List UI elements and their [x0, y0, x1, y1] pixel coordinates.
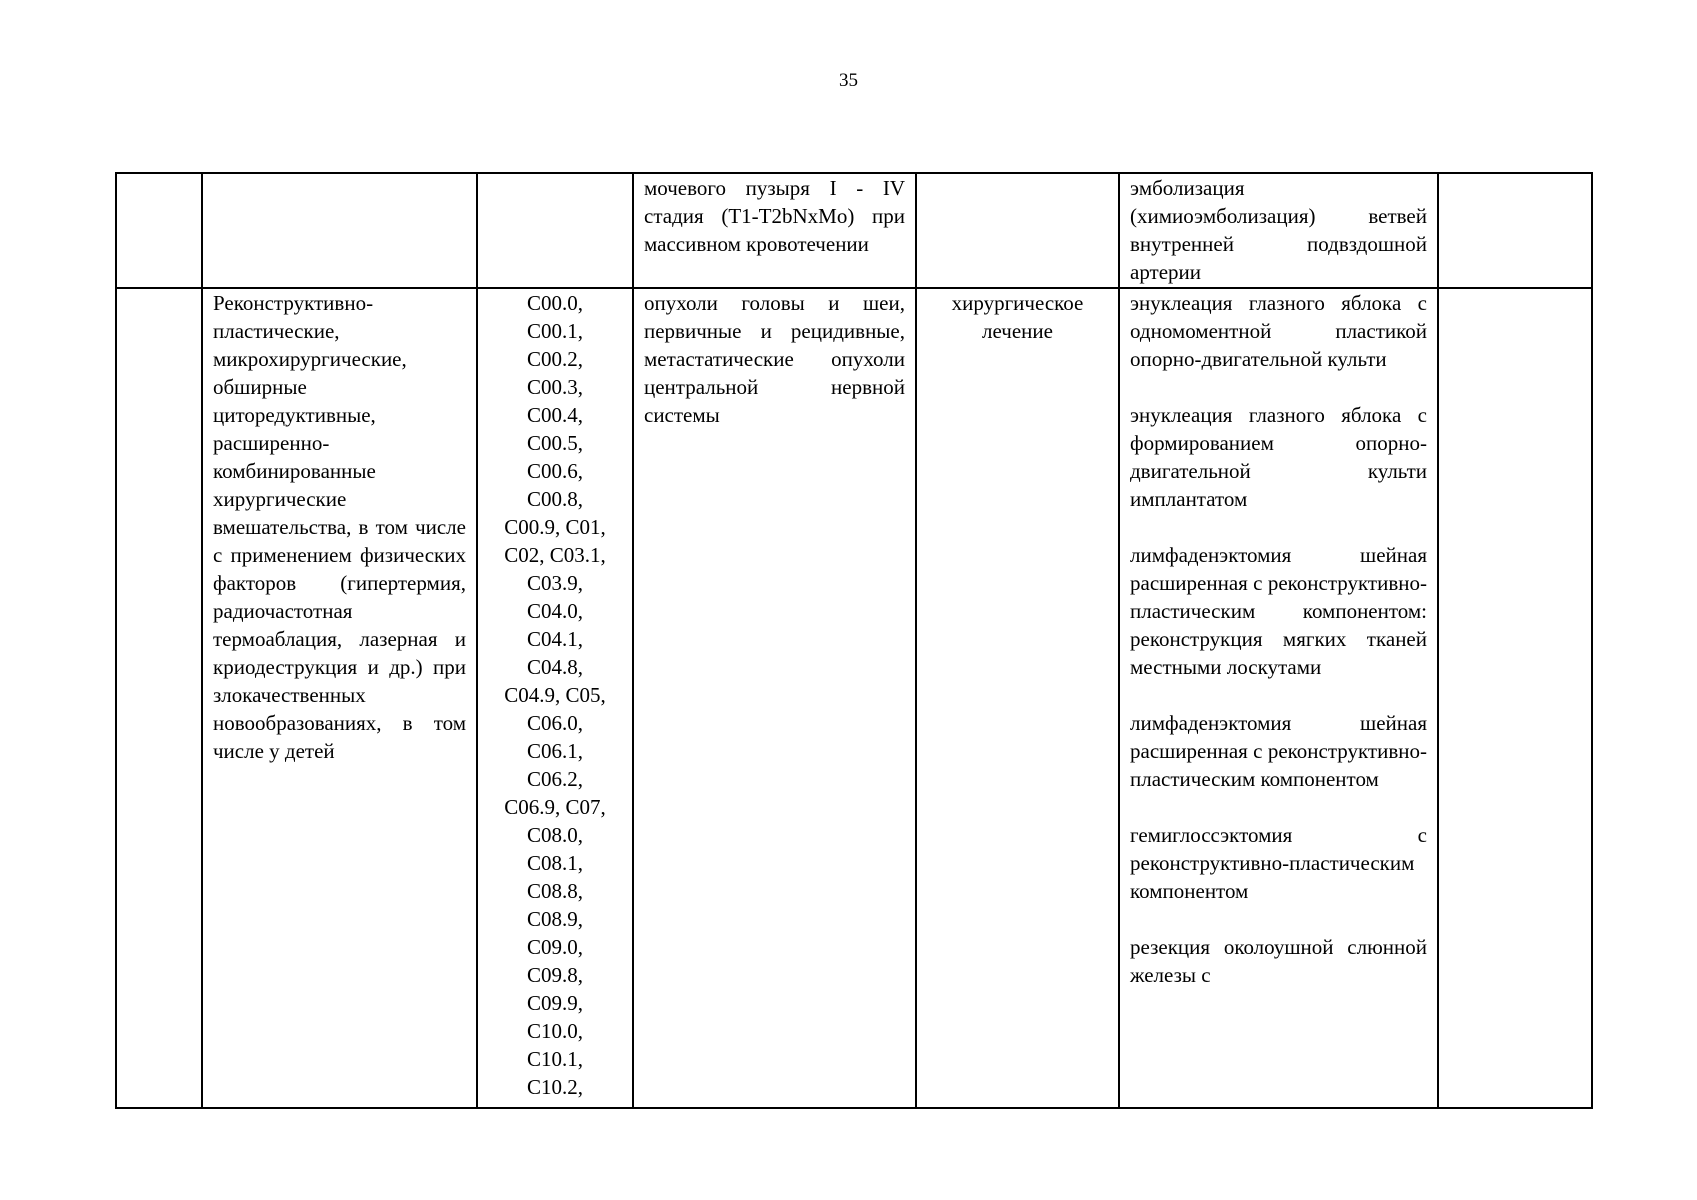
- icd-code: C09.9,: [526, 991, 583, 1015]
- icd-code: C00.0,: [526, 291, 583, 315]
- table-row: [116, 173, 1592, 288]
- icd-code: C08.9,: [526, 907, 583, 931]
- cell-care-type: Реконструктивно-пластические, микрохирургические, обширные циторедуктивные, расширенно-комбинированные хирургические вмешательства, в том числе с применением физических факторов (гипертермия, радиочастотная термоаблация, лазерная и криодеструкция и др.) при злокачественных новообразованиях, в том числе у детей: [202, 288, 477, 1108]
- method-item: энуклеация глазного яблока с одномоментной пластикой опорно-двигательной культи: [1130, 291, 1427, 371]
- cell-patient-model: мочевого пузыря I - IV стадия (T1-T2bNxMo) при массивном кровотечении: [633, 173, 916, 288]
- icd-code: C09.8,: [526, 963, 583, 987]
- icd-code: C00.5,: [526, 431, 583, 455]
- icd-code: C06.0,: [526, 711, 583, 735]
- cell-cost: [1438, 288, 1592, 1108]
- icd-code: C08.8,: [526, 879, 583, 903]
- icd-code: C00.9, C01,: [504, 515, 606, 539]
- icd-code: C10.1,: [526, 1047, 583, 1071]
- cell-icd-codes: [477, 288, 633, 1108]
- cell-patient-model: опухоли головы и шеи, первичные и рецидивные, метастатические опухоли центральной нервной системы: [633, 288, 916, 1108]
- cell-treatment-method: [1119, 288, 1438, 1108]
- icd-code: C00.2,: [526, 347, 583, 371]
- icd-code: C06.9, C07,: [504, 795, 606, 819]
- cell-icd-codes: [477, 173, 633, 288]
- icd-code: C06.2,: [526, 767, 583, 791]
- icd-code: C08.0,: [526, 823, 583, 847]
- icd-code: C00.8,: [526, 487, 583, 511]
- cell-treatment-type: хирургическое лечение: [916, 288, 1119, 1108]
- method-item: лимфаденэктомия шейная расширенная с реконструктивно-пластическим компонентом: реконструкция мягких тканей местными лоскутами: [1130, 543, 1427, 679]
- icd-code: C09.0,: [526, 935, 583, 959]
- cell-care-type: [202, 173, 477, 288]
- icd-code: C04.1,: [526, 627, 583, 651]
- cell-treatment-type: [916, 173, 1119, 288]
- table-row: [116, 288, 1592, 1108]
- icd-code: C06.1,: [526, 739, 583, 763]
- icd-code: C00.3,: [526, 375, 583, 399]
- cell-cost: [1438, 173, 1592, 288]
- method-item: резекция околоушной слюнной железы с: [1130, 935, 1427, 987]
- method-item: энуклеация глазного яблока с формированием опорно-двигательной культи имплантатом: [1130, 403, 1427, 511]
- icd-code: C08.1,: [526, 851, 583, 875]
- cell-number: [116, 173, 202, 288]
- icd-code: C10.0,: [526, 1019, 583, 1043]
- icd-code: C00.1,: [526, 319, 583, 343]
- procedures-table: [115, 172, 1593, 1109]
- method-item: гемиглоссэктомия с реконструктивно-пластическим компонентом: [1130, 823, 1427, 903]
- icd-code: C04.9, C05,: [504, 683, 606, 707]
- method-item: эмболизация (химиоэмболизация) ветвей внутренней подвздошной артерии: [1130, 176, 1427, 284]
- icd-code: C03.9,: [526, 571, 583, 595]
- icd-code: C00.4,: [526, 403, 583, 427]
- icd-code: C10.2,: [526, 1075, 583, 1099]
- icd-code: C00.6,: [526, 459, 583, 483]
- icd-code: C04.8,: [526, 655, 583, 679]
- method-item: лимфаденэктомия шейная расширенная с реконструктивно-пластическим компонентом: [1130, 711, 1427, 791]
- cell-treatment-method: [1119, 173, 1438, 288]
- icd-code: C02, C03.1,: [504, 543, 606, 567]
- icd-code: C04.0,: [526, 599, 583, 623]
- page-number: 35: [839, 70, 858, 91]
- cell-number: [116, 288, 202, 1108]
